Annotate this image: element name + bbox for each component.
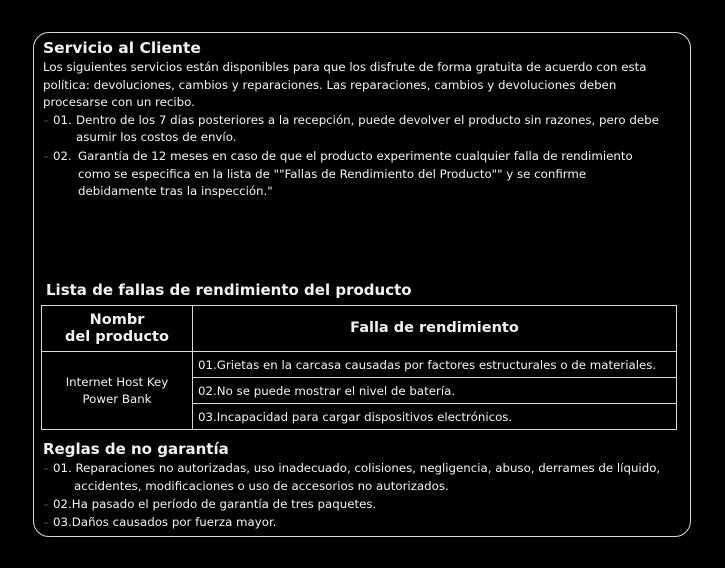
service-item-2-line1: Garantía de 12 meses en caso de que el producto experimente cualquier falla de rendimiento (78, 149, 633, 163)
no-warranty-item-3: 03.Daños causados por fuerza mayor. (53, 515, 277, 529)
service-item-2-line2: como se especifica en la lista de ""Fallas de Rendimiento del Producto"" y se confirme (78, 167, 587, 181)
table-header-row (42, 306, 677, 352)
product-line1: Internet Host Key (65, 374, 169, 389)
service-title: Servicio al Cliente (43, 39, 201, 57)
failure-cell: 03.Incapacidad para cargar dispositivos electrónicos. (193, 404, 677, 430)
bullet-dash: - (44, 497, 49, 511)
product-line2: Power Bank (82, 391, 152, 406)
failures-title: Lista de fallas de rendimiento del producto (46, 281, 412, 299)
no-warranty-item-1-line1: 01. Reparaciones no autorizadas, uso inadecuado, colisiones, negligencia, abuso, derrames de líquido, (53, 461, 661, 475)
service-item-2-line3: debidamente tras la inspección." (78, 184, 273, 198)
failure-cell: 01.Grietas en la carcasa causadas por factores estructurales o de materiales. (193, 352, 677, 378)
header-name-line1: Nombr (89, 311, 145, 328)
header-name-line2: del producto (65, 328, 169, 345)
no-warranty-item-1-line2: accidentes, modificaciones o uso de accesorios no autorizados. (74, 479, 449, 493)
service-item-1-line2: asumir los costos de envío. (76, 130, 237, 144)
intro-line-2: política: devoluciones, cambios y reparaciones. Las reparaciones, cambios y devoluciones deben (43, 78, 617, 92)
service-item-1-line1: Dentro de los 7 días posteriores a la recepción, puede devolver el producto sin razones, pero debe (76, 113, 659, 127)
header-failure: Falla de rendimiento (193, 306, 677, 352)
service-item-1-number: 01. (53, 113, 72, 127)
table-row (42, 352, 677, 378)
header-product-name (42, 306, 193, 352)
product-name-cell (42, 352, 193, 430)
bullet-dash: - (44, 515, 49, 529)
failure-cell: 02.No se puede mostrar el nivel de batería. (193, 378, 677, 404)
bullet-dash: - (44, 461, 49, 475)
intro-line-3: procesarse con un recibo. (43, 95, 195, 109)
intro-line-1: Los siguientes servicios están disponibles para que los disfrute de forma gratuita de acuerdo con esta (43, 60, 647, 74)
bullet-dash: - (44, 149, 49, 163)
bullet-dash: - (44, 113, 49, 127)
no-warranty-title: Reglas de no garantía (43, 440, 229, 458)
no-warranty-item-2: 02.Ha pasado el período de garantía de tres paquetes. (53, 497, 377, 511)
service-item-2-number: 02. (53, 149, 72, 163)
failures-table (41, 305, 677, 430)
